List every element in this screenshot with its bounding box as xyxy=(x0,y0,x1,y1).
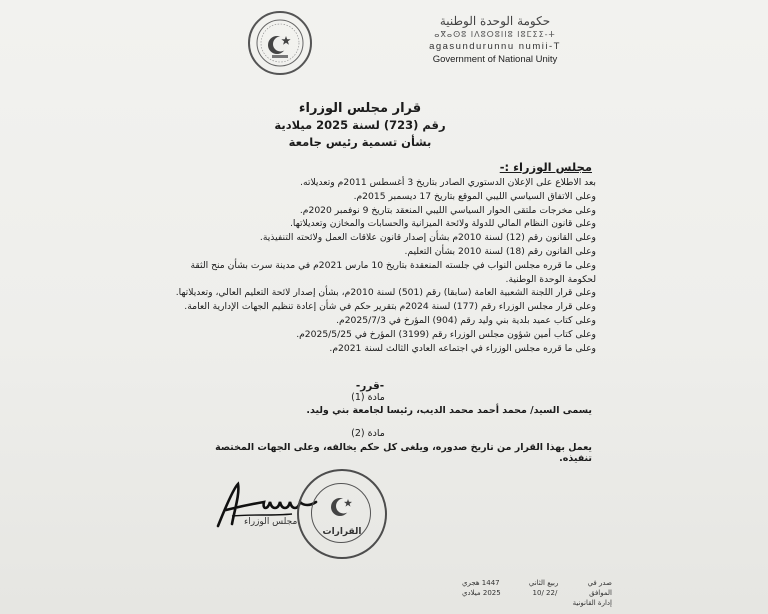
recital-item: وعلى قرار مجلس الوزراء رقم (177) لسنة 2024م بتقرير حكم في شأن إعادة تنظيم الجهات الإدارية العامة. xyxy=(184,301,596,313)
article-2-text: يعمل بهذا القرار من تاريخ صدوره، ويلغى كل حكم يخالفه، وعلى الجهات المختصة تنفيذه. xyxy=(215,442,592,464)
title-line-3: بشأن تسمية رئيس جامعة xyxy=(288,135,432,149)
recitals-list xyxy=(176,176,596,355)
government-name-block xyxy=(410,14,580,65)
recital-item: وعلى كتاب عميد بلدية بني وليد رقم (904) المؤرخ في 2025/7/3م. xyxy=(336,314,596,326)
gregorian-date: /22 /10 xyxy=(532,589,558,597)
recital-item: وعلى قانون النظام المالي للدولة ولائحة الميزانية والحسابات والمخازن وتعديلاتها. xyxy=(290,218,596,230)
recital-item: وعلى ما قرره مجلس الوزراء في اجتماعه العادي الثالث لسنة 2021م. xyxy=(329,342,596,354)
hijri-year: 1447 هجري xyxy=(462,579,500,587)
hijri-month: ربيع الثاني xyxy=(528,579,559,587)
recital-item: وعلى كتاب أمين شؤون مجلس الوزراء رقم (3199) المؤرخ في 2025/5/25م. xyxy=(296,328,596,340)
recital-item: بعد الاطلاع على الإعلان الدستوري الصادر بتاريخ 3 أغسطس 2011م وتعديلاته. xyxy=(300,177,596,188)
recital-item: وعلى قرار اللجنة الشعبية العامة (سابقا) رقم (501) لسنة 2010م، بشأن إصدار لائحة التعليم العالي، وتعديلاتها. xyxy=(175,287,596,299)
title-line-2: رقم (723) لسنة 2025 ميلادية xyxy=(274,118,446,132)
recital-item: وعلى مخرجات ملتقى الحوار السياسي الليبي المنعقد بتاريخ 9 نوفمبر 2020م. xyxy=(299,204,596,216)
corresponding-label: الموافق xyxy=(589,589,612,597)
gov-name-amazigh: agasundurunnu numii-T xyxy=(429,41,561,52)
recital-item: وعلى ما قرره مجلس النواب في جلسته المنعقدة بتاريخ 10 مارس 2021م في مدينة سرت بشأن منح الثقة لحكومة الوحدة الوطنية. xyxy=(190,259,596,285)
issue-date-stamp xyxy=(462,578,612,608)
gov-name-tifinagh: ⴰⴳⴰⵙⵓ ⵏⴷⵓⵔⵓⵏⵏⵓ ⵏⵓⵎⵉⵉ-ⵜ xyxy=(434,30,556,39)
official-seal xyxy=(297,469,387,559)
decision-title xyxy=(250,100,470,151)
gov-name-arabic: حكومة الوحدة الوطنية xyxy=(439,14,551,28)
recital-item: وعلى الاتفاق السياسي الليبي الموقع بتاريخ 17 ديسمبر 2015م. xyxy=(353,190,596,202)
issued-label: صدر في xyxy=(587,579,612,587)
legal-dept: إدارة القانونية xyxy=(572,599,612,607)
government-emblem-icon xyxy=(248,11,312,75)
gov-name-english: Government of National Unity xyxy=(432,54,558,65)
council-heading: مجلس الوزراء :- xyxy=(499,160,592,174)
article-1-text: يسمى السيد/ محمد أحمد محمد الديب، رئيسا لجامعة بني وليد. xyxy=(306,405,592,416)
gregorian-year: 2025 ميلادي xyxy=(462,589,501,597)
article-2-title: مادة (2) xyxy=(351,428,385,439)
decided-heading: -قرر- xyxy=(355,380,385,392)
seal-text: القرارات xyxy=(322,527,362,537)
signature-label: مجلس الوزراء xyxy=(244,517,298,527)
article-1-title: مادة (1) xyxy=(351,392,385,403)
seal-crescent-star-icon xyxy=(325,489,359,523)
recital-item: وعلى القانون رقم (12) لسنة 2010م بشأن إصدار قانون علاقات العمل ولائحته التنفيذية. xyxy=(259,232,596,244)
crescent-star-icon xyxy=(252,15,308,71)
recital-item: وعلى القانون رقم (18) لسنة 2010 بشأن التعليم. xyxy=(404,245,596,257)
title-line-1: قرار مجلس الوزراء xyxy=(298,101,422,116)
